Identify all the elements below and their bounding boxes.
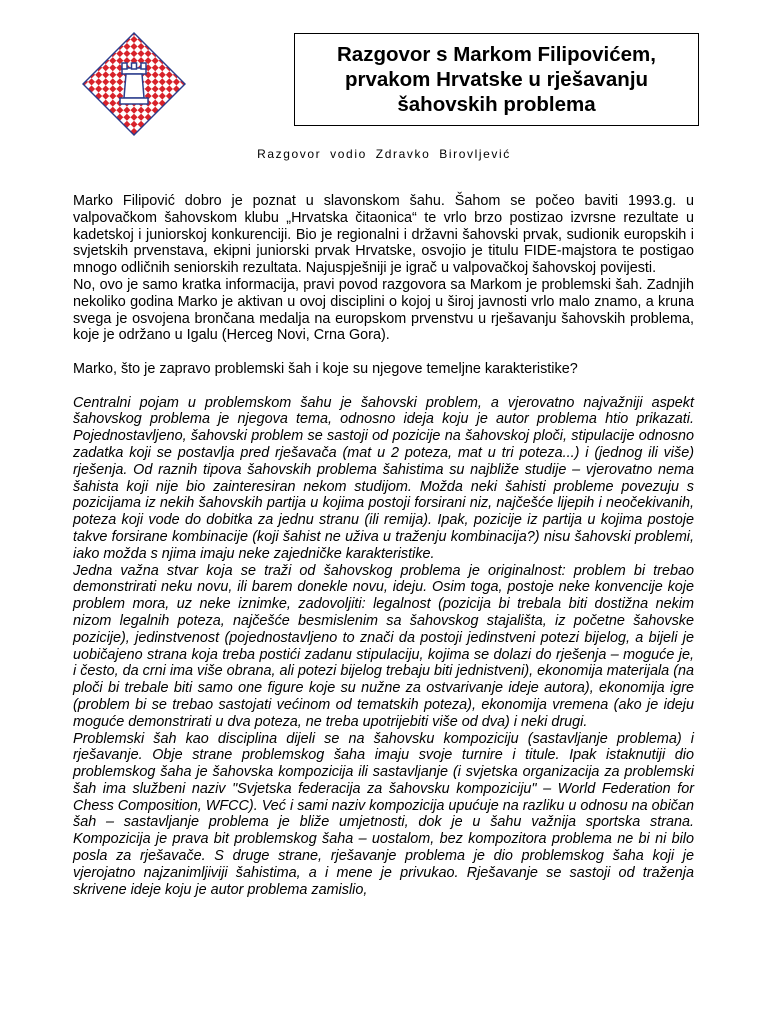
title-line-1: Razgovor s Markom Filipovićem, <box>337 43 656 66</box>
article-body <box>73 193 694 898</box>
byline: Razgovor vodio Zdravko Birovljević <box>257 147 511 161</box>
title-box <box>294 33 699 126</box>
article-title <box>337 42 656 117</box>
answer-paragraph-2: Jedna važna stvar koja se traži od šahovskog problema je originalnost: problem bi trebao demonstrirati neku novu, ili barem donekle novu, ideju. Osim toga, postoje neke konvencije koje problem mora, uz neke iznimke, zadovoljiti: legalnost (pozicija bi trebala biti dostižna nekim nizom legalnih poteza, najčešće besmislenim sa šahovskog stajališta, iz početne šahovske pozicije), jedinstvenost (pojednostavljeno to znači da postoji jedinstveni potezi bijelog, a bijeli je uobičajeno strana koja treba postići zadanu stipulaciju, kojima se dolazi do rješenja – moguće je, i često, da crni ima više obrana, ali potezi bijelog trebaju biti jednistveni), ekonomija materijala (na ploči bi trebale biti samo one figure koje su nužne za ostvarivanje ideje autora), ekonomija igre (problem bi se trebao sastojati većinom od tematskih poteza), ekonomija vremena (ako je ideju moguće demonstrirati u dva poteza, ne treba upotrijebiti više od dva) i neki drugi. <box>73 562 694 730</box>
intro-paragraph-2: No, ovo je samo kratka informacija, pravi povod razgovora sa Markom je problemski šah. Zadnjih nekoliko godina Marko je aktivan u ovoj disciplini o kojoj u široj javnosti vrlo malo znamo, a kruna svega je osvojena brončana medalja na europskom prvenstvu u rješavanju šahovskih problema, koje je održano u Igalu (Herceg Novi, Crna Gora). <box>73 276 694 344</box>
answer-paragraph-3: Problemski šah kao disciplina dijeli se na šahovsku kompoziciju (sastavljanje problema) i rješavanje. Obje strane problemskog šaha imaju svoje turnire i titule. Ipak istaknutiji dio problemskog šaha je šahovska kompozicija ili sastavljanje (i svjetska organizacija za problemski šah ima službeni naziv "Svjetska federacija za šahovsku kompoziciju" – World Federation for Chess Composition, WFCC). Već i sami naziv kompozicija upućuje na razliku u odnosu na običan šah – sastavljanje problema je bliže umjetnosti, dok je u šahu važnija sportska strana. Kompozicija je prava bit problemskog šaha – uostalom, bez kompozitora problema ne bi ni bilo posla za rješavače. S druge strane, rješavanje problema je dio problemskog šaha koji je vjerojatno najzanimljiviji šahistima, a i mene je privukao. Rješavanje se sastoji od traženja skrivene ideje koju je autor problema zamislio, <box>73 730 694 898</box>
logo-graphic <box>80 30 188 138</box>
answer-paragraph-1: Centralni pojam u problemskom šahu je šahovski problem, a vjerovatno najvažniji aspekt šahovskog problema je njegova tema, odnosno ideja koju je autor problema htio prikazati. Pojednostavljeno, šahovski problem se sastoji od pozicije na šahovskoj ploči, stipulacije odnosno zadatka koji se postavlja pred rješavača (mat u 2 poteza, mat u tri poteza...) i (jednog ili više) rješenja. Od raznih tipova šahovskih problema šahistima su najbliže studije – vjerovatno nema šahista koji nije bio zainteresiran nekom studijom. Možda neki šahisti probleme povezuju s pozicijama iz nekih šahovskih partija u kojima postoji forsirani niz, najčešće lijepih i neočekivanih, poteza koji vode do dobitka za jednu stranu (ili remija). Ipak, pozicije iz partija u kojima postoje takve forsirane kombinacije (koji šahist ne uživa u traženju kombinacija?) nisu šahovski problemi, iako možda s njima imaju neke zajedničke karakteristike. <box>73 394 694 562</box>
intro-paragraph-1: Marko Filipović dobro je poznat u slavonskom šahu. Šahom se počeo baviti 1993.g. u valpovačkom šahovskom klubu „Hrvatska čitaonica“ te vrlo brzo postizao izvrsne rezultate u kadetskoj i juniorskoj konkurenciji. Bio je regionalni i državni šahovski prvak, sudionik europskih i svjetskih prvenstava, ekipni juniorski prvak Hrvatske, osvojio je titulu FIDE-majstora te postigao mnogo odličnih seniorskih rezultata. Najuspješniji je igrač u valpovačkoj šahovskoj povijesti. <box>73 193 694 277</box>
interview-question: Marko, što je zapravo problemski šah i koje su njegove temeljne karakteristike? <box>73 360 578 377</box>
chess-board-rook-logo <box>80 30 188 138</box>
title-line-3: šahovskih problema <box>397 93 596 116</box>
title-line-2: prvakom Hrvatske u rješavanju <box>344 68 649 91</box>
